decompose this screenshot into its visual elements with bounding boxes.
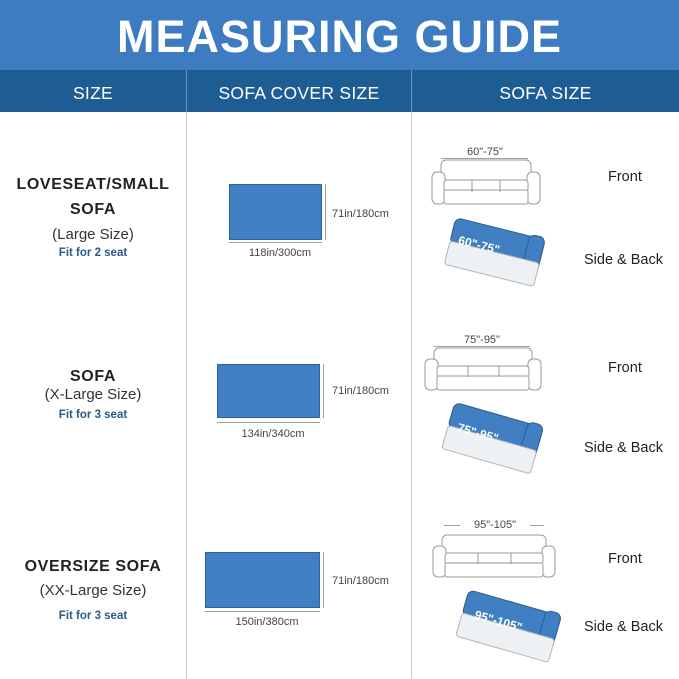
width-dimension-line [205,611,320,612]
column-divider [186,70,187,679]
side-range: 95"-105" [473,607,524,635]
size-sub: (X-Large Size) [44,386,142,403]
cover-width: 118in/300cm [248,247,312,259]
header-sofa-size: SOFA SIZE [499,83,592,103]
cover-width: 134in/340cm [241,428,305,440]
side-back-label: Side & Back [584,440,663,456]
size-sub: (XX-Large Size) [39,582,147,599]
front-sofa-icon [431,160,541,206]
cover-rectangle [229,184,322,240]
front-sofa-icon [424,348,542,392]
height-dimension-line [323,364,324,418]
side-range: 75"-95" [455,420,501,446]
front-dimension-line [434,346,530,347]
width-dimension-line [229,242,322,243]
page-title: MEASURING GUIDE [116,11,563,62]
height-dimension-line [325,184,326,240]
header-divider [186,70,187,112]
height-dimension-line [323,552,324,608]
header-divider [411,70,412,112]
side-range: 60"-75" [456,233,502,257]
fit-seats: Fit for 3 seat [58,409,128,421]
size-name-line1: OVERSIZE SOFA [24,558,162,575]
cover-height: 71in/180cm [332,208,389,220]
cover-rectangle [217,364,320,418]
size-name-line2: SOFA [70,201,116,218]
size-name-line1: LOVESEAT/SMALL [16,176,170,193]
front-label: Front [608,169,642,185]
front-range: 75"-95" [448,334,516,346]
header-size: SIZE [72,83,114,103]
front-dimension-line [441,158,528,159]
front-sofa-icon [432,535,556,579]
front-label: Front [608,551,642,567]
cover-height: 71in/180cm [332,575,389,587]
cover-height: 71in/180cm [332,385,389,397]
size-sub: (Large Size) [52,226,134,243]
side-back-label: Side & Back [584,619,663,635]
front-range: 60"-75" [451,146,519,158]
width-dimension-line [217,422,320,423]
cover-width: 150in/380cm [235,616,299,628]
header-cover-size: SOFA COVER SIZE [218,83,380,103]
front-range: 95"-105" [460,519,530,531]
fit-seats: Fit for 2 seat [58,247,128,259]
fit-seats: Fit for 3 seat [58,610,128,622]
size-name-line1: SOFA [70,368,116,385]
cover-rectangle [205,552,320,608]
side-back-label: Side & Back [584,252,663,268]
front-label: Front [608,360,642,376]
column-divider [411,70,412,679]
